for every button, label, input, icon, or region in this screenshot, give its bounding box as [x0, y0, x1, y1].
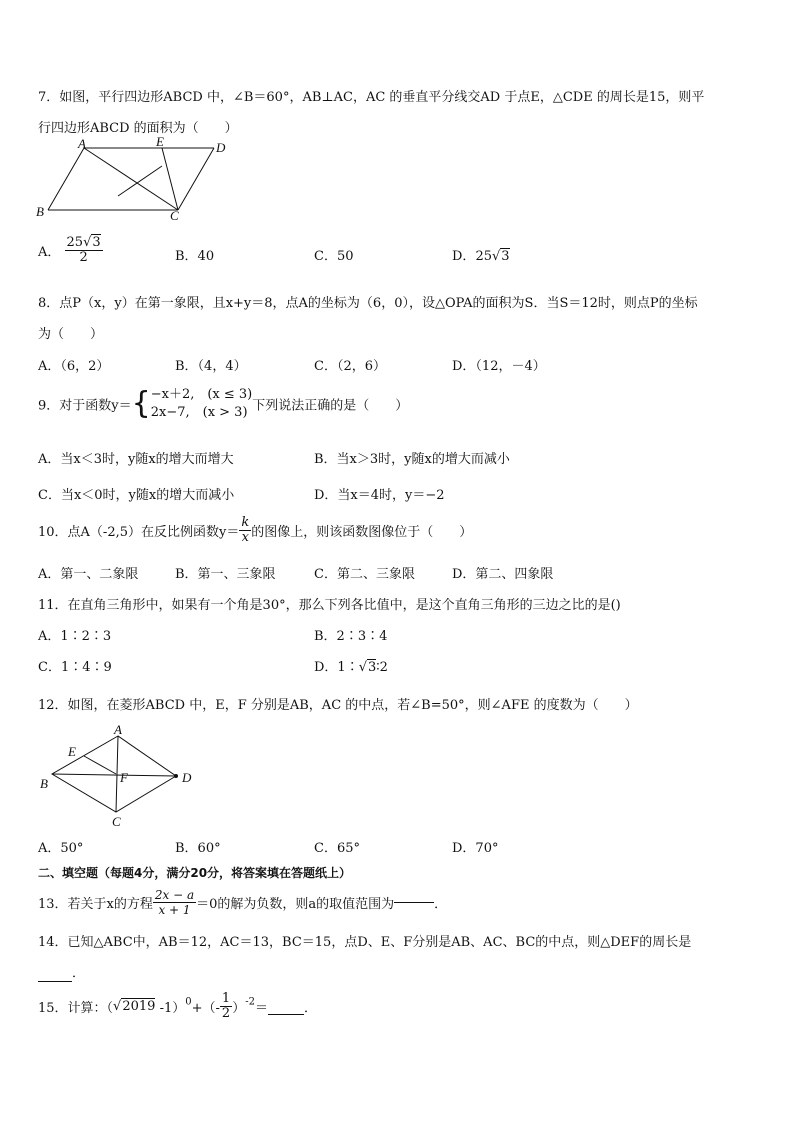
q11-option-d[interactable]: D．1∶√3∶2: [314, 660, 388, 675]
q14-answer-blank[interactable]: [38, 966, 72, 982]
q7-option-a-radicand: 3: [92, 235, 101, 250]
q7-option-a-denominator: 2: [79, 250, 88, 265]
q9-option-a[interactable]: A．当x＜3时，y随x的增大而增大: [38, 452, 234, 467]
q10-stem: [38, 516, 472, 545]
q10-option-a[interactable]: A．第一、二象限: [38, 567, 139, 582]
q7-label-D: D: [216, 140, 226, 155]
q11-option-c[interactable]: C．1∶4∶9: [38, 660, 112, 675]
q8-option-c[interactable]: C．（2，6）: [314, 359, 386, 374]
q10-option-c[interactable]: C．第二、三象限: [314, 567, 415, 582]
q13-suffix: 的解为负数，则a的取值范围为: [217, 897, 395, 912]
q10-fraction: [239, 516, 251, 545]
q7-option-d[interactable]: D．25√3: [452, 249, 510, 264]
q15-equals: ＝: [254, 1001, 268, 1016]
q12-option-a[interactable]: A．50°: [38, 841, 84, 856]
q11-option-a[interactable]: A．1∶2∶3: [38, 629, 112, 644]
q15-exponent-neg-two: -2: [245, 996, 255, 1008]
q12-label-C: C: [112, 814, 121, 829]
q12-label-F: F: [120, 770, 128, 785]
q10-option-d[interactable]: D．第二、四象限: [452, 567, 554, 582]
q12-label-D: D: [182, 770, 192, 785]
q9-piece-2: 2x−7, (x > 3): [150, 405, 248, 420]
q8-option-a[interactable]: A．（6，2）: [38, 359, 110, 374]
q9-suffix: 下列说法正确的是（ ）: [252, 398, 409, 414]
q10-prefix: 10．点A（-2,5）在反比例函数y＝: [38, 525, 240, 540]
q7-label-E: E: [156, 136, 164, 149]
q15-exponent-zero: 0: [185, 996, 192, 1008]
q7-option-a[interactable]: [38, 236, 103, 265]
q7-stem-line2: 行四边形ABCD 的面积为（ ）: [38, 121, 238, 136]
q7-option-b[interactable]: B．40: [175, 249, 215, 264]
q10-denominator: x: [241, 530, 249, 545]
q15-numerator: 1: [221, 991, 231, 1006]
q8-option-b[interactable]: B．（4，4）: [175, 359, 247, 374]
q12-option-d[interactable]: D．70°: [452, 841, 499, 856]
q12-label-A: A: [114, 722, 122, 737]
q15-close-paren: ）: [232, 1001, 246, 1016]
q9-stem: [38, 386, 408, 422]
q7-option-a-fraction: $\frac{25√3}{2}$: [66, 235, 101, 265]
q12-option-b[interactable]: B．60°: [175, 841, 221, 856]
q15-minus-one: -1）: [155, 1001, 186, 1016]
q11-option-b[interactable]: B．2∶3∶4: [314, 629, 388, 644]
q13-stem: [38, 888, 447, 917]
q14-answer-line: [38, 962, 85, 982]
q7-option-c[interactable]: C．50: [314, 249, 354, 264]
q13-answer-blank[interactable]: [394, 902, 434, 903]
q12-label-E: E: [68, 744, 76, 759]
q7-option-a-label: A．: [38, 245, 61, 260]
q7-label-C: C: [170, 208, 179, 223]
q12-option-c[interactable]: C．65°: [314, 841, 360, 856]
q9-option-b[interactable]: B．当x＞3时，y随x的增大而减小: [314, 452, 510, 467]
q9-piecewise: [151, 386, 253, 422]
q15-prefix: 15．计算：（: [38, 1001, 114, 1016]
q14-end: ．: [72, 966, 86, 981]
q9-option-d[interactable]: D．当x＝4时，y＝−2: [314, 488, 445, 503]
q9-brace: {: [131, 386, 151, 421]
q15-end: ．: [303, 1001, 317, 1016]
q10-suffix: 的图像上，则该函数图像位于（ ）: [251, 525, 473, 540]
section-heading-fill-in: 二、填空题（每题4分，满分20分，将答案填在答题纸上）: [38, 866, 352, 880]
q9-prefix: 9．对于函数y＝: [38, 398, 132, 414]
q14-stem: 14．已知△ABC中，AB＝12，AC＝13，BC＝15，点D、E、F分别是AB、AC、BC的中点，则△DEF的周长是: [38, 935, 692, 950]
q9-piece-1: −x＋2, (x ≤ 3): [150, 387, 253, 402]
q13-numerator: 2x − a: [154, 888, 195, 902]
q13-end: ．: [434, 897, 448, 912]
q7-option-d-label: D．: [452, 249, 476, 264]
q7-stem-line1: 7．如图，平行四边形ABCD 中，∠B＝60°，AB⊥AC，AC 的垂直平分线交AD 于点E，△CDE 的周长是15，则平: [38, 90, 705, 105]
q8-stem-line2: 为（ ）: [38, 327, 104, 342]
q10-numerator: k: [241, 515, 250, 530]
q15-plus: +（-: [191, 1001, 220, 1016]
q13-fraction: [153, 888, 196, 917]
q15-radicand: 2019: [122, 999, 156, 1014]
q15-stem: 15．计算：（√2019 -1）$^0$+（- $\frac{1}{2}$ ）$^{-2}$＝ ．: [38, 991, 317, 1021]
q11-option-d-post: ∶2: [376, 660, 388, 675]
q7-option-d-coef: 25: [475, 249, 492, 264]
q7-option-d-radicand: 3: [501, 249, 510, 264]
q7-option-a-numerator: 25: [66, 235, 84, 250]
q7-label-A: A: [78, 136, 86, 151]
q9-option-c[interactable]: C．当x＜0时，y随x的增大而减小: [38, 488, 235, 503]
q11-stem: 11．在直角三角形中，如果有一个角是30°，那么下列各比值中，是这个直角三角形的三边之比的是(): [38, 598, 621, 613]
q8-stem-line1: 8．点P（x，y）在第一象限，且x+y＝8，点A的坐标为（6，0），设△OPA的面积为S．当S＝12时，则点P的坐标: [38, 296, 698, 311]
q15-denominator: 2: [221, 1006, 231, 1021]
q12-rhombus-figure: [36, 722, 206, 830]
q7-parallelogram-figure: [34, 136, 234, 226]
q8-option-d[interactable]: D．（12，－4）: [452, 359, 546, 374]
q13-prefix: 13．若关于x的方程: [38, 897, 153, 912]
q12-label-B: B: [40, 776, 48, 791]
q15-answer-blank[interactable]: [268, 999, 304, 1015]
q11-option-d-radicand: 3: [368, 660, 377, 675]
q15-fraction: [220, 992, 232, 1021]
q13-equals-zero: ＝0: [196, 897, 218, 912]
q12-stem: 12．如图，在菱形ABCD 中，E，F 分别是AB，AC 的中点，若∠B=50°，则∠AFE 的度数为（ ）: [38, 698, 638, 713]
q7-label-B: B: [36, 204, 44, 219]
q11-option-d-pre: D．1∶: [314, 660, 359, 675]
q13-denominator: x + 1: [158, 903, 191, 917]
q10-option-b[interactable]: B．第一、三象限: [175, 567, 276, 582]
